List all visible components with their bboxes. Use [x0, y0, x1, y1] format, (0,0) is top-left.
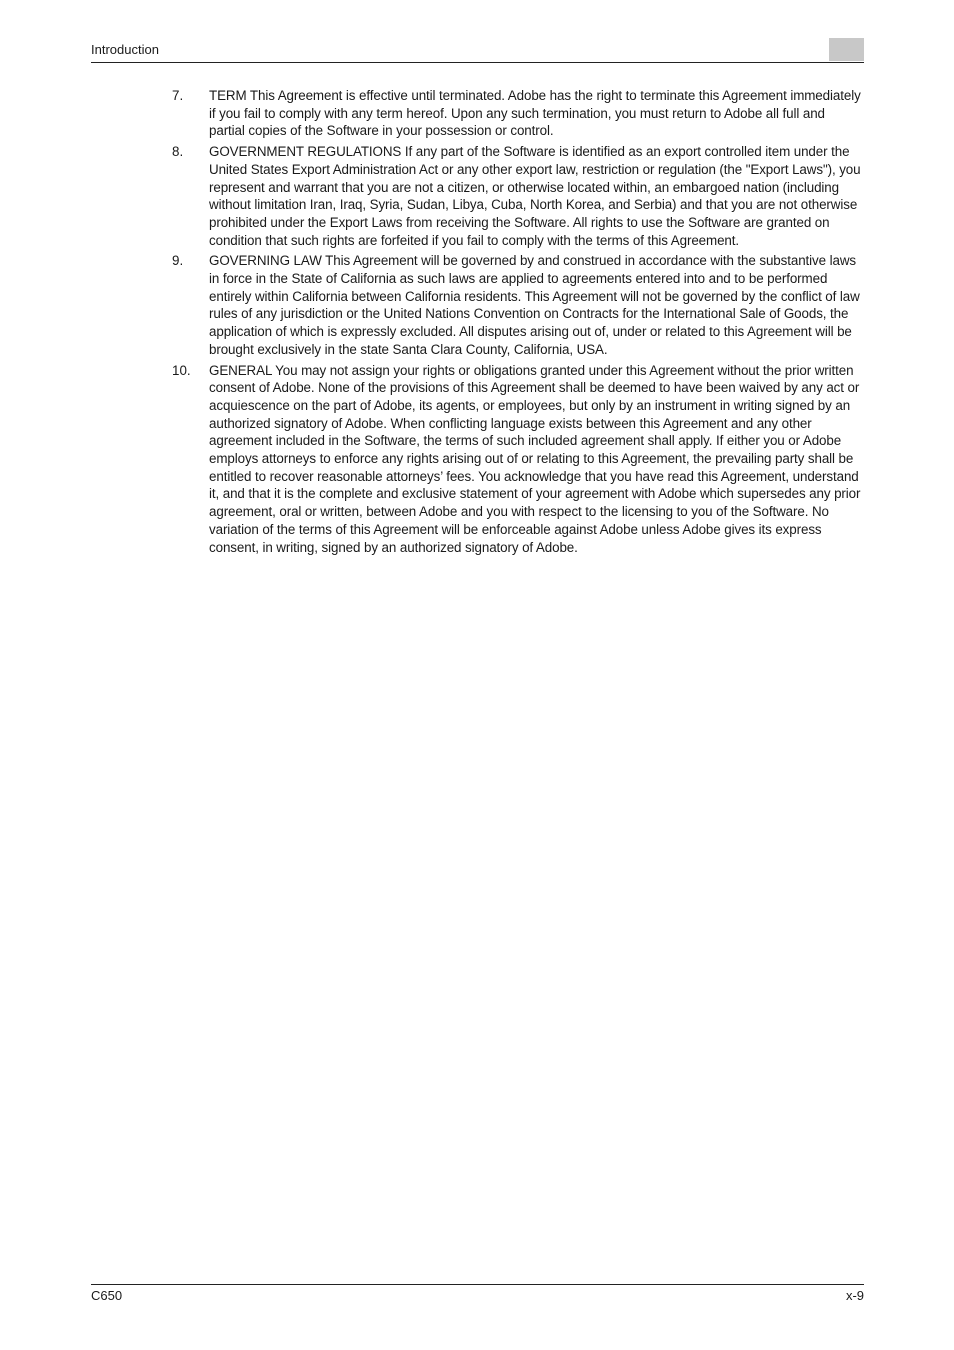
header-section-title: Introduction	[91, 42, 159, 57]
page-footer	[91, 1284, 864, 1303]
list-item-number: 7.	[172, 88, 184, 103]
list-item-text: TERM This Agreement is effective until terminated. Adobe has the right to terminate this Agreement immediately if you fail to comply with any term hereof. Upon any such termination, you must return to Adobe all full and partial copies of the Software in your possession or control.	[209, 88, 861, 139]
page-header	[91, 38, 864, 63]
list-item-text: GENERAL You may not assign your rights or obligations granted under this Agreement without the prior written consent of Adobe. None of the provisions of this Agreement shall be deemed to have been waived by any act or acquiescence on the part of Adobe, its agents, or employees, but only by an instrument in writing signed by an authorized signatory of Adobe. When conflicting language exists between this Agreement and any other agreement included in the Software, the terms of such included agreement shall apply. If either you or Adobe employs attorneys to enforce any rights arising out of or relating to this Agreement, the prevailing party shall be entitled to recover reasonable attorneys’ fees. You acknowledge that you have read this Agreement, understand it, and that it is the complete and exclusive statement of your agreement with Adobe which supersedes any prior agreement, oral or written, between Adobe and you with respect to the licensing to you of the Software. No variation of the terms of this Agreement will be enforceable against Adobe unless Adobe gives its express consent, in writing, signed by an authorized signatory of Adobe.	[209, 362, 861, 555]
footer-page-number: x-9	[845, 1288, 864, 1303]
footer-model-name: C650	[91, 1288, 123, 1303]
list-item	[172, 87, 864, 140]
list-item-text: GOVERNMENT REGULATIONS If any part of the Software is identified as an export controlled item under the United States Export Administration Act or any other export law, restriction or regulation (the "Export Laws"), you represent and warrant that you are not a citizen, or otherwise located within, an embargoed nation (including without limitation Iran, Iraq, Syria, Sudan, Libya, Cuba, North Korea, and Serbia) and that you are not otherwise prohibited under the Export Laws from receiving the Software. All rights to use the Software are granted on condition that such rights are forfeited if you fail to comply with the terms of this Agreement.	[209, 144, 861, 248]
list-item-text: GOVERNING LAW This Agreement will be governed by and construed in accordance with the substantive laws in force in the State of California as such laws are applied to agreements entered into and to be performed entirely within California between California residents. This Agreement will not be governed by the conflict of law rules of any jurisdiction or the United Nations Convention on Contracts for the International Sale of Goods, the application of which is expressly excluded. All disputes arising out of, under or related to this Agreement will be brought exclusively in the state Santa Clara County, California, USA.	[209, 253, 860, 357]
list-item-number: 10.	[172, 362, 191, 378]
list-item	[172, 362, 864, 557]
header-chapter-tab	[829, 38, 864, 61]
list-item-number: 9.	[172, 253, 184, 269]
list-item	[172, 143, 864, 249]
list-item-number: 8.	[172, 144, 184, 160]
agreement-list	[172, 87, 864, 559]
list-item	[172, 252, 864, 358]
